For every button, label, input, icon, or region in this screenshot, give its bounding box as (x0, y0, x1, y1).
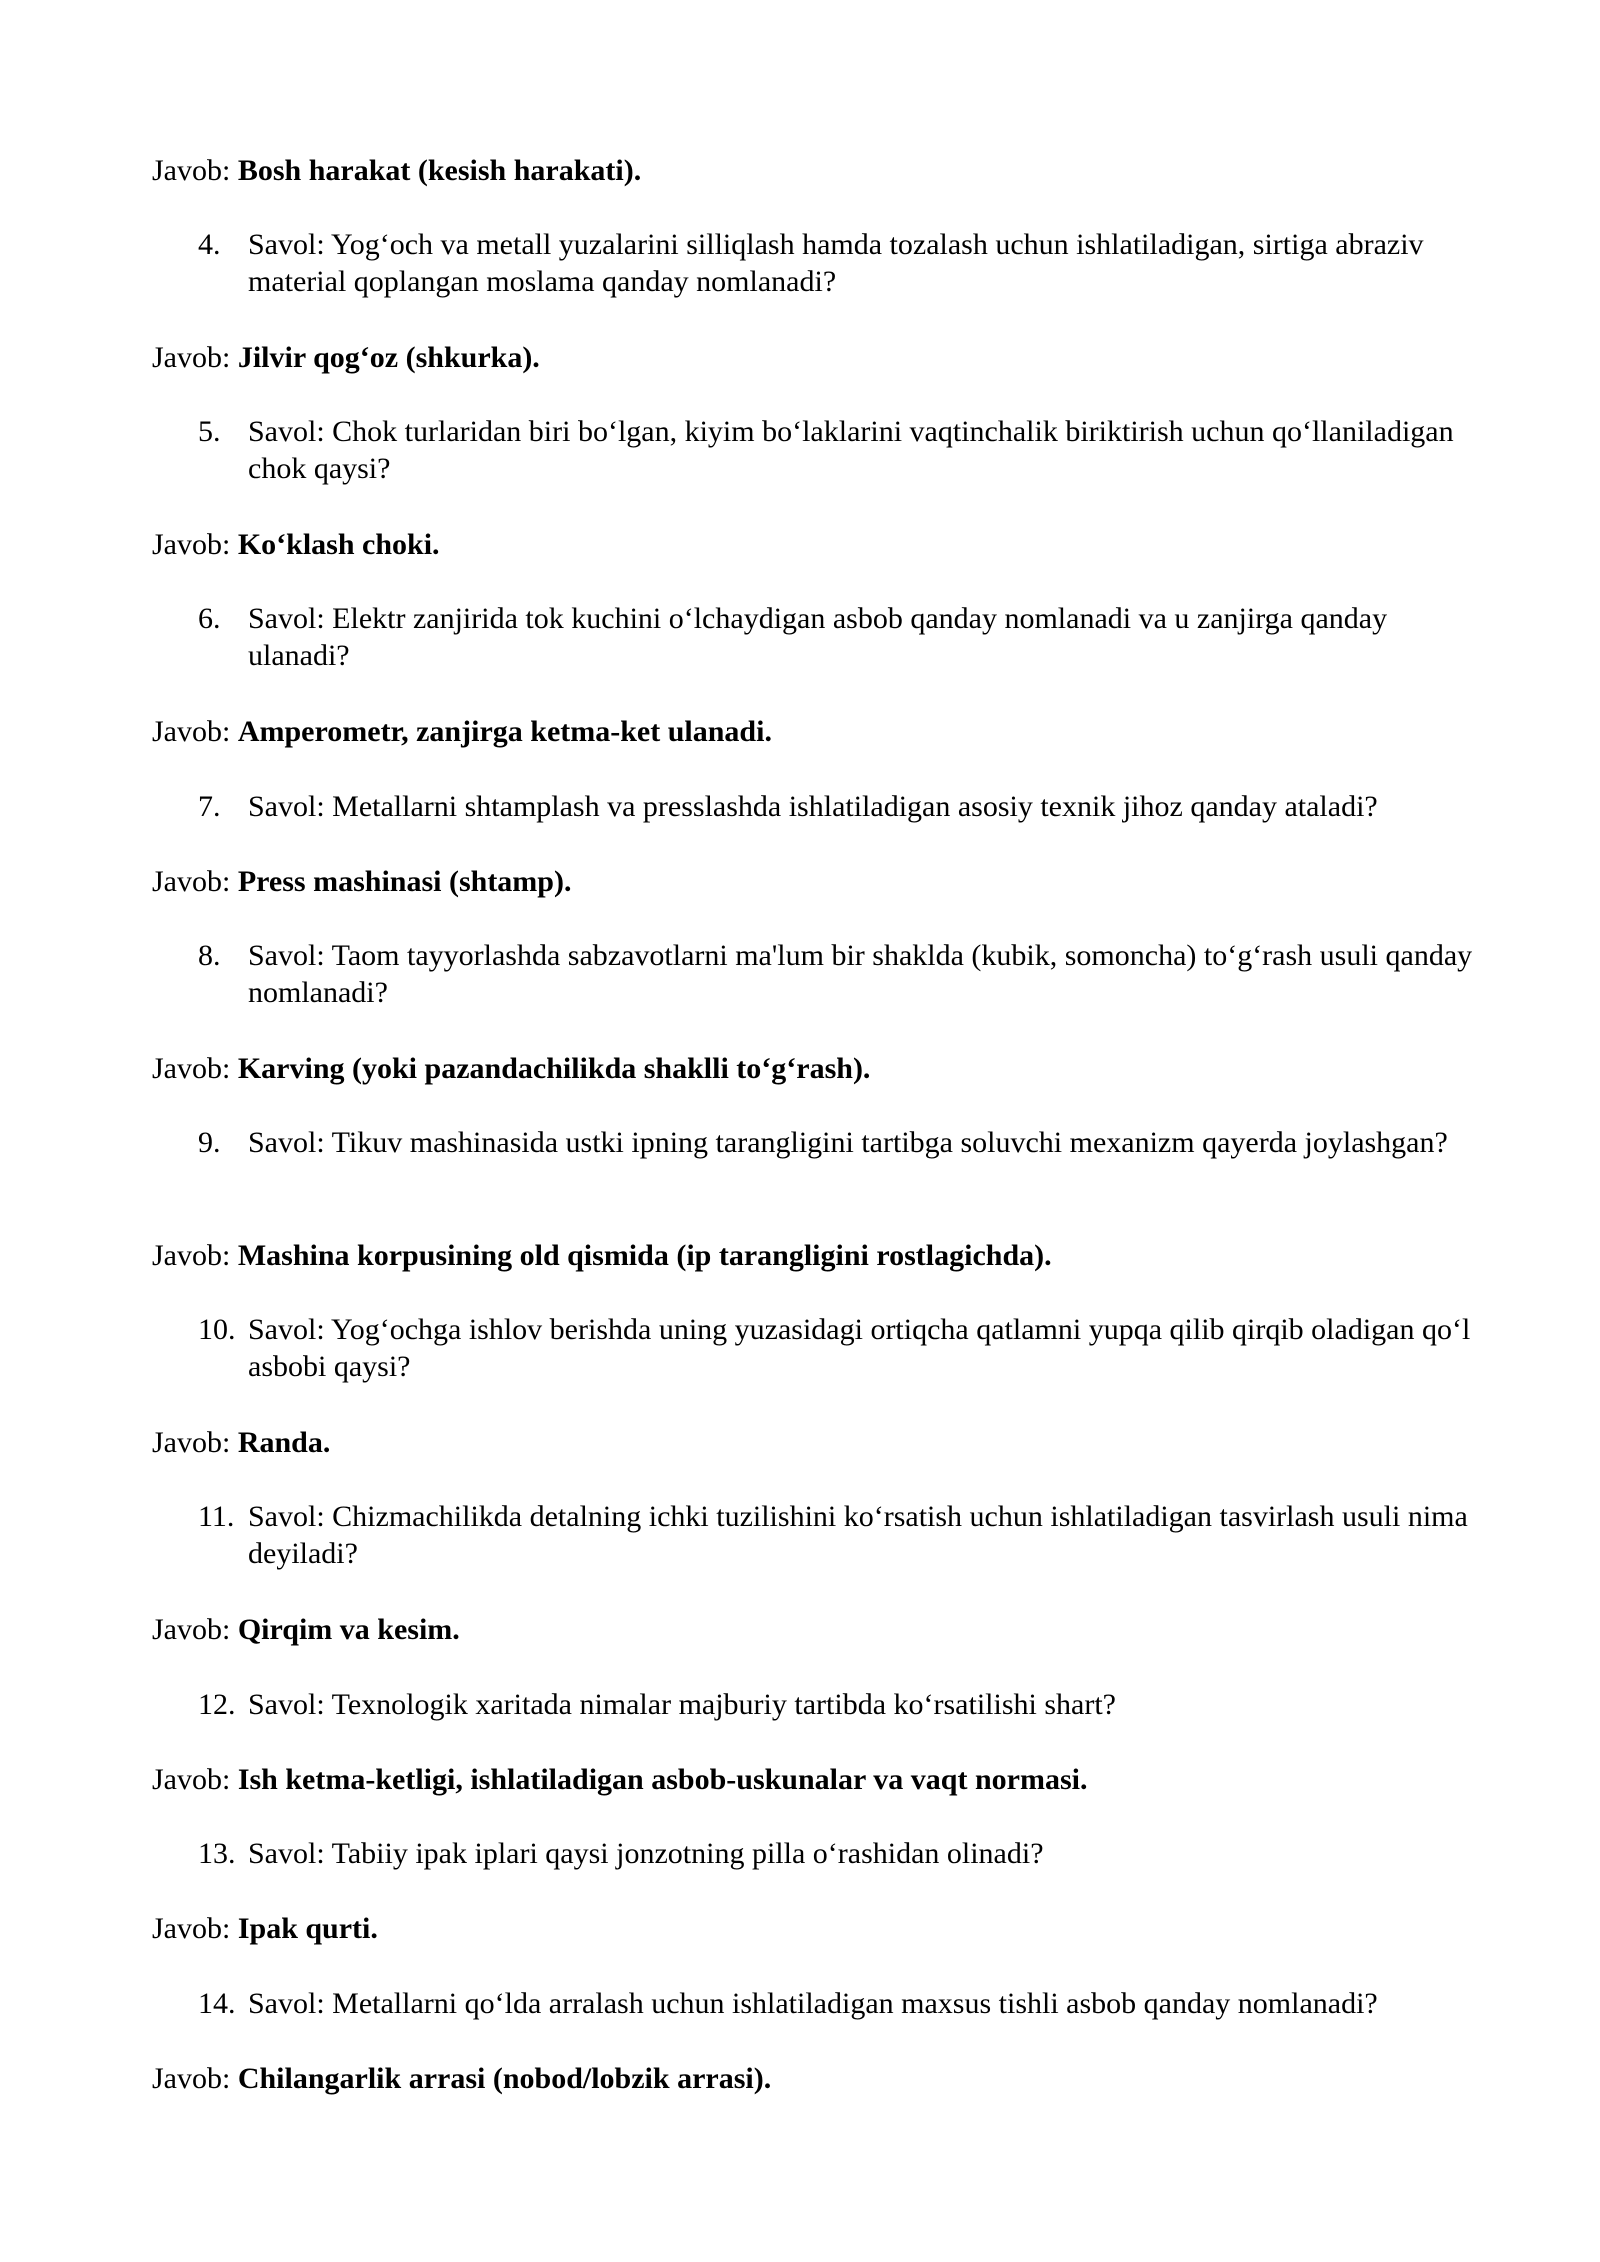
answer-prefix: Javob: (152, 1239, 238, 1272)
question-4 (198, 226, 1498, 300)
answer-prefix: Javob: (152, 341, 238, 374)
answer-text: Chilangarlik arrasi (nobod/lobzik arrasi). (237, 2062, 772, 2095)
answer-text: Mashina korpusining old qismida (ip tarangligini rostlagichda). (237, 1239, 1052, 1272)
answer-prefix: Javob: (152, 1613, 238, 1646)
answer-13 (152, 1910, 1492, 1947)
answer-7 (152, 863, 1492, 900)
question-number: 12. (198, 1688, 236, 1721)
question-text: Savol: Texnologik xaritada nimalar majburiy tartibda ko‘rsatilishi shart? (248, 1688, 1116, 1721)
question-text: Savol: Yog‘ochga ishlov berishda uning yuzasidagi ortiqcha qatlamni yupqa qilib qirqib oladigan qo‘l asbobi qaysi? (248, 1313, 1471, 1383)
answer-text: Ish ketma-ketligi, ishlatiladigan asbob-uskunalar va vaqt normasi. (237, 1763, 1088, 1796)
answer-text: Ipak qurti. (237, 1912, 378, 1945)
question-text: Savol: Tikuv mashinasida ustki ipning tarangligini tartibga soluvchi mexanizm qayerda joylashgan? (248, 1126, 1448, 1159)
question-number: 9. (198, 1126, 221, 1159)
answer-4 (152, 339, 1492, 376)
answer-text: Randa. (237, 1426, 331, 1459)
answer-12 (152, 1761, 1492, 1798)
answer-prefix: Javob: (152, 528, 238, 561)
question-text: Savol: Metallarni qo‘lda arralash uchun ishlatiladigan maxsus tishli asbob qanday nomlanadi? (248, 1987, 1378, 2020)
answer-3 (152, 152, 1492, 189)
answer-prefix: Javob: (152, 2062, 238, 2095)
answer-prefix: Javob: (152, 1763, 238, 1796)
question-number: 13. (198, 1837, 236, 1870)
answer-text: Qirqim va kesim. (237, 1613, 460, 1646)
question-text: Savol: Yog‘och va metall yuzalarini silliqlash hamda tozalash uchun ishlatiladigan, sirtiga abraziv material qoplangan moslama qanday nomlanadi? (248, 228, 1424, 298)
answer-14 (152, 2060, 1492, 2097)
answer-text: Amperometr, zanjirga ketma-ket ulanadi. (237, 715, 772, 748)
answer-10 (152, 1424, 1492, 1461)
question-number: 10. (198, 1313, 236, 1346)
question-number: 8. (198, 939, 221, 972)
question-number: 4. (198, 228, 221, 261)
answer-text: Bosh harakat (kesish harakati). (237, 154, 642, 187)
question-7 (198, 788, 1498, 825)
question-13 (198, 1835, 1498, 1872)
question-text: Savol: Chok turlaridan biri bo‘lgan, kiyim bo‘laklarini vaqtinchalik biriktirish uchun qo‘llaniladigan chok qaysi? (248, 415, 1454, 485)
answer-text: Press mashinasi (shtamp). (237, 865, 572, 898)
question-text: Savol: Tabiiy ipak iplari qaysi jonzotning pilla o‘rashidan olinadi? (248, 1837, 1044, 1870)
answer-text: Ko‘klash choki. (237, 528, 440, 561)
answer-prefix: Javob: (152, 865, 238, 898)
answer-8 (152, 1050, 1492, 1087)
question-11 (198, 1498, 1498, 1572)
question-5 (198, 413, 1498, 487)
question-text: Savol: Metallarni shtamplash va presslashda ishlatiladigan asosiy texnik jihoz qanday ataladi? (248, 790, 1378, 823)
answer-5 (152, 526, 1492, 563)
question-number: 11. (198, 1500, 235, 1533)
question-number: 6. (198, 602, 221, 635)
question-10 (198, 1311, 1498, 1385)
answer-prefix: Javob: (152, 154, 238, 187)
answer-prefix: Javob: (152, 1426, 238, 1459)
answer-text: Jilvir qog‘oz (shkurka). (237, 341, 540, 374)
question-number: 5. (198, 415, 221, 448)
answer-text: Karving (yoki pazandachilikda shaklli to‘g‘rash). (237, 1052, 871, 1085)
answer-9 (152, 1237, 1492, 1274)
question-number: 14. (198, 1987, 236, 2020)
answer-prefix: Javob: (152, 1052, 238, 1085)
question-text: Savol: Chizmachilikda detalning ichki tuzilishini ko‘rsatish uchun ishlatiladigan tasvirlash usuli nima deyiladi? (248, 1500, 1468, 1570)
question-text: Savol: Elektr zanjirida tok kuchini o‘lchaydigan asbob qanday nomlanadi va u zanjirga qanday ulanadi? (248, 602, 1388, 672)
question-14 (198, 1985, 1498, 2022)
question-6 (198, 600, 1498, 674)
answer-prefix: Javob: (152, 715, 238, 748)
question-9 (198, 1124, 1498, 1161)
question-8 (198, 937, 1498, 1011)
answer-11 (152, 1611, 1492, 1648)
question-number: 7. (198, 790, 221, 823)
question-12 (198, 1686, 1498, 1723)
answer-6 (152, 713, 1492, 750)
answer-prefix: Javob: (152, 1912, 238, 1945)
question-text: Savol: Taom tayyorlashda sabzavotlarni ma'lum bir shaklda (kubik, somoncha) to‘g‘rash usuli qanday nomlanadi? (248, 939, 1473, 1009)
